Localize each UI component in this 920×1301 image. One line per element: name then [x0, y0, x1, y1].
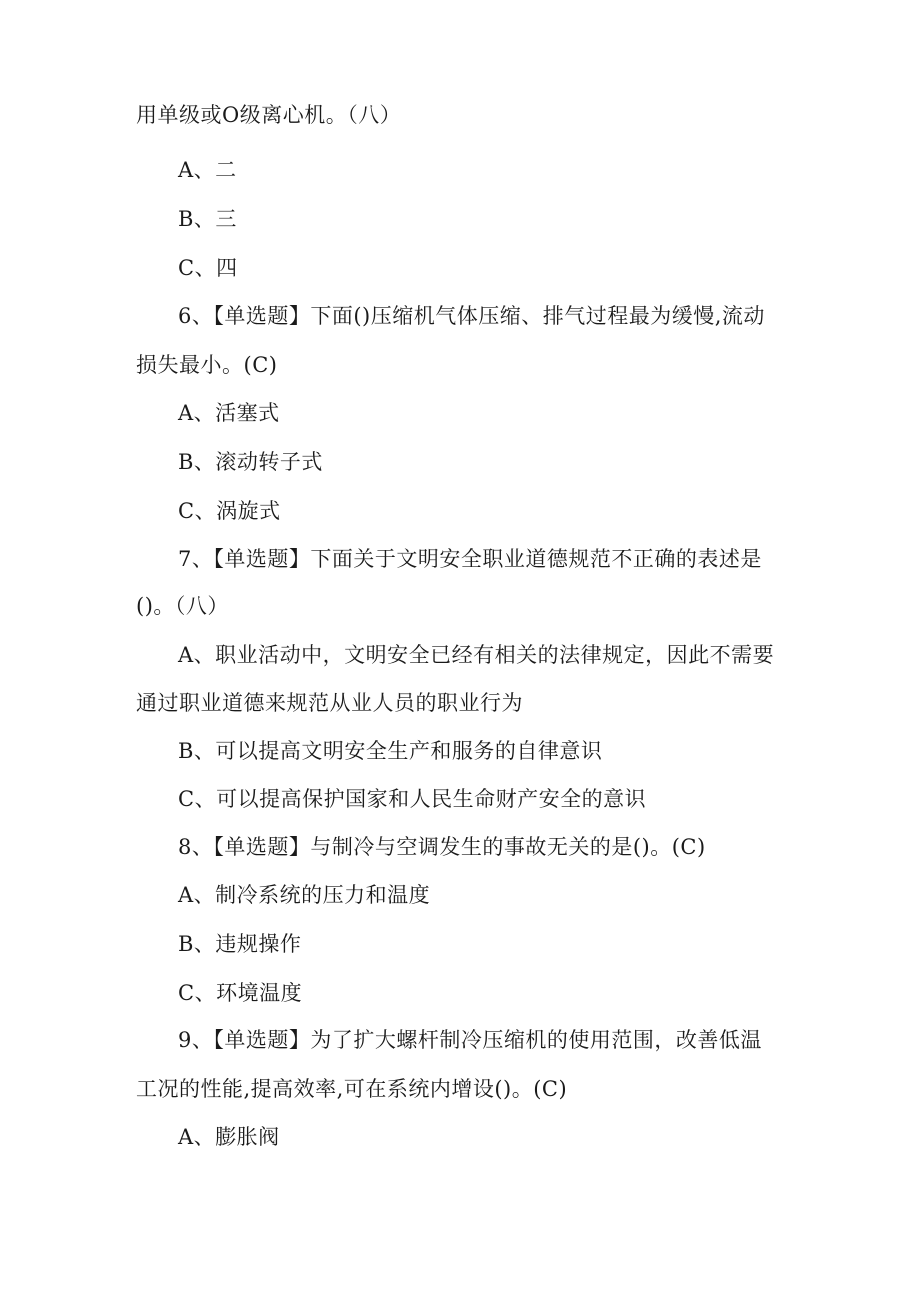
question-9-continuation: 工况的性能,提高效率,可在系统内增设()。(C)	[136, 1077, 568, 1101]
option-b: B、滚动转子式	[178, 450, 323, 474]
question-8: 8、【单选题】与制冷与空调发生的事故无关的是()。(C)	[178, 835, 706, 859]
question-7: 7、【单选题】下面关于文明安全职业道德规范不正确的表述是	[178, 547, 762, 571]
option-c: C、环境温度	[178, 981, 303, 1005]
option-a: A、职业活动中，文明安全已经有相关的法律规定，因此不需要	[178, 643, 775, 667]
option-c: C、四	[178, 256, 238, 280]
option-c: C、涡旋式	[178, 499, 281, 523]
question-6-continuation: 损失最小。(C)	[136, 353, 278, 377]
question-6: 6、【单选题】下面()压缩机气体压缩、排气过程最为缓慢,流动	[178, 304, 765, 328]
option-a: A、二	[178, 158, 237, 182]
option-c: C、可以提高保护国家和人民生命财产安全的意识	[178, 787, 647, 811]
text-line-continuation: 用单级或O级离心机。（八）	[136, 103, 402, 127]
option-a: A、膨胀阀	[178, 1125, 280, 1149]
option-a: A、制冷系统的压力和温度	[178, 883, 431, 907]
option-b: B、违规操作	[178, 932, 302, 956]
option-b: B、三	[178, 207, 237, 231]
option-b: B、可以提高文明安全生产和服务的自律意识	[178, 739, 603, 763]
option-a-continuation: 通过职业道德来规范从业人员的职业行为	[136, 691, 523, 715]
option-a: A、活塞式	[178, 401, 280, 425]
question-9: 9、【单选题】为了扩大螺杆制冷压缩机的使用范围，改善低温	[178, 1028, 762, 1052]
question-7-continuation: ()。（八）	[136, 594, 229, 618]
